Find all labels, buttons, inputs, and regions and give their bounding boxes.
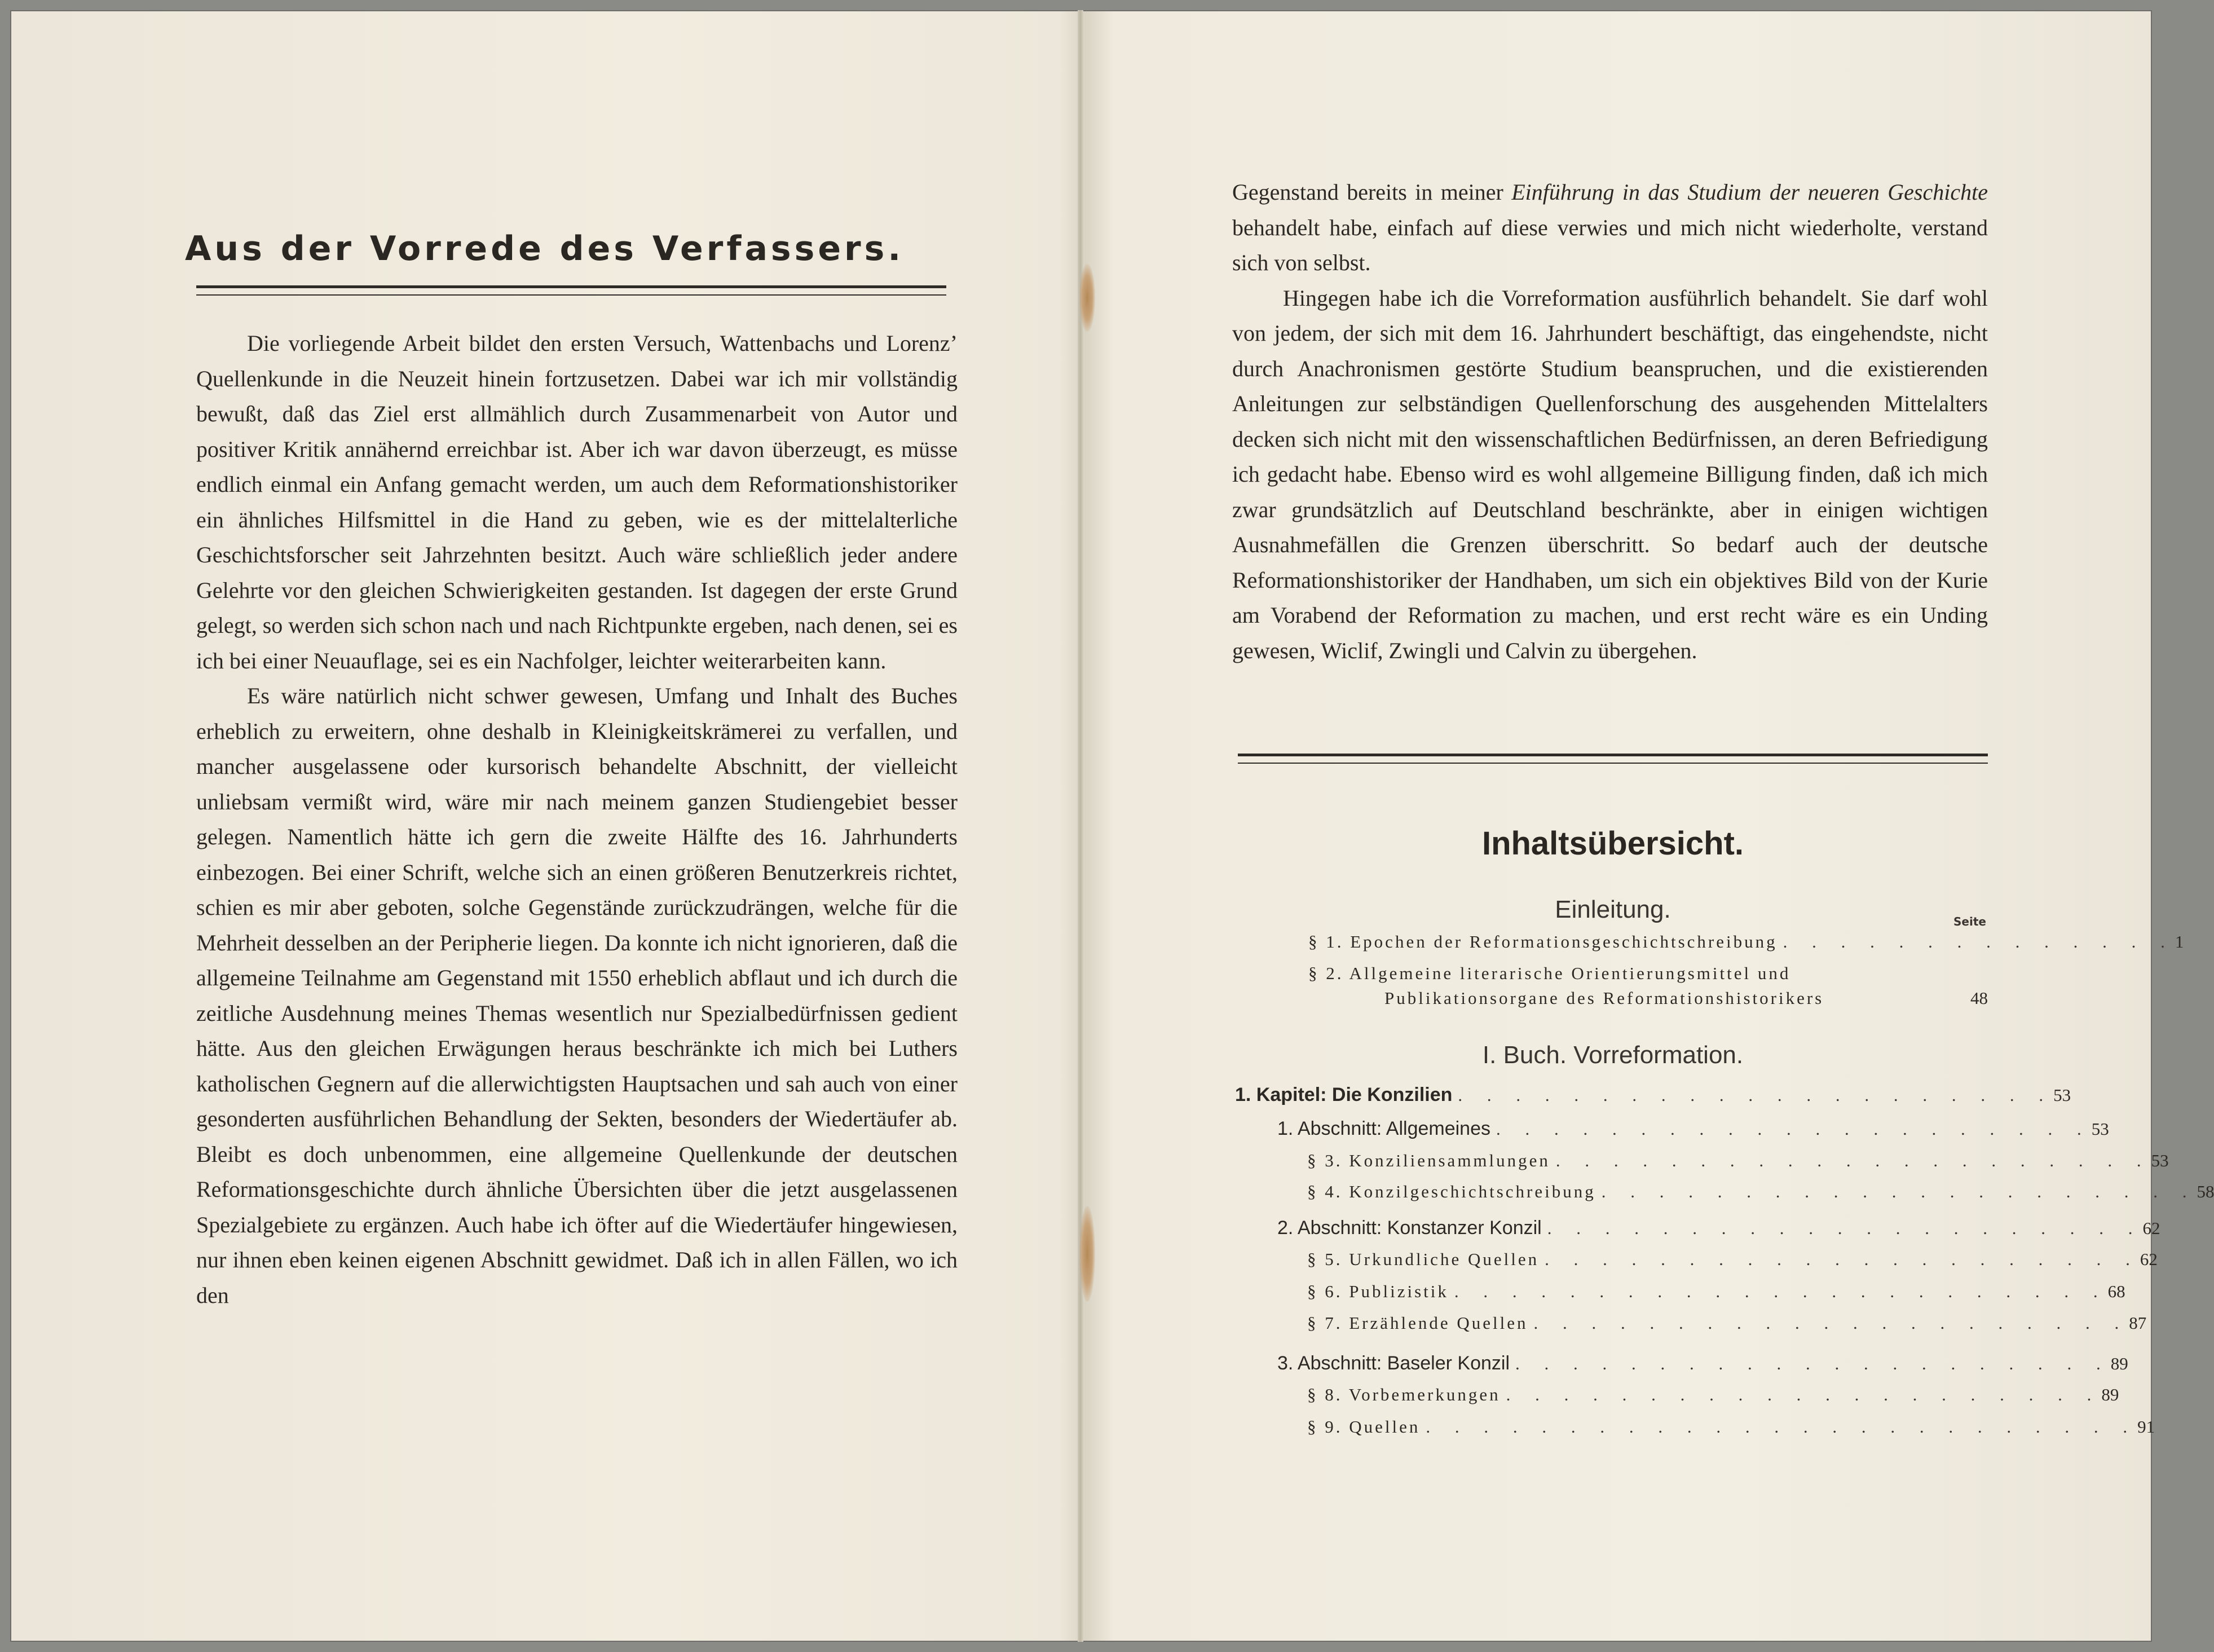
- toc-leader-dots: . . . . . . . . . . . . . .: [1783, 932, 2175, 951]
- preface-paragraph-2: Es wäre natürlich nicht schwer gewesen, Umfang und Inhalt des Buches erheblich zu erweitern, ohne deshalb in Kleinigkeitskrämerei zu verfallen, und mancher ausgelassene oder kursorisch behandelte Abschnitt, der vielleicht unliebsam vermißt wird, wäre mir nach meinem ganzen Studiengebiet besser gelegen. Namentlich hätte ich gern die zweite Hälfte des 16. Jahrhunderts einbezogen. Bei einer Schrift, welche sich an einen größeren Benutzerkreis richtet, schien es mir aber geboten, solche Gegenstände zurückzudrängen, welche für die Mehrheit desselben an der Peripherie liegen. Da konnte ich nicht ignorieren, daß die allgemeine Teilnahme am Gegenstand mit 1550 erheblich abflaut und ich durch die zeitliche Ausdehnung meines Themas wesentlich nur Spezialbedürfnissen gedient hätte. Aus den gleichen Erwägungen heraus beschränkte ich mich bei Luthers katholischen Gegnern auf die allerwichtigsten Hauptsachen und sah auch von einer gesonderten ausführlichen Behandlung der Sekten, besonders der Wiedertäufer ab. Bleibt es doch unbenommen, eine allgemeine Quellenkunde der deutschen Reformationsgeschichte durch ähnliche Übersichten über die jetzt ausgelassenen Spezialgebiete zu ergänzen. Auch habe ich öfter auf die Wiedertäufer hingewiesen, nur ihnen eben keinen eigenen Abschnitt gewidmet. Daß ich in allen Fällen, wo ich den: [196, 683, 958, 1308]
- toc-entry: [1307, 1281, 2125, 1310]
- toc-intro-heading: Einleitung.: [1555, 896, 1671, 923]
- toc-entry-page: 89: [2101, 1385, 2119, 1404]
- toc-entry-label: § 5. Urkundliche Quellen: [1307, 1249, 1540, 1269]
- toc-leader-dots: . . . . . . . . . . . . . . . . . . . . .: [1601, 1182, 2197, 1201]
- toc-leader-dots: . . . . . . . . . . . . . . . . . . . . .: [1515, 1354, 2111, 1373]
- toc-leader-dots: . . . . . . . . . . . . . . . . . . . . . . . . .: [1426, 1417, 2138, 1437]
- toc-entry-label: § 6. Publizistik: [1307, 1281, 1449, 1301]
- toc-entry-label: Publikationsorgane des Reformationshistorikers: [1384, 988, 1824, 1008]
- toc-entry-continued: [1384, 988, 1988, 1016]
- toc-leader-dots: . . . . . . . . . . . . . . . . . . . . . . .: [1454, 1281, 2108, 1301]
- toc-leader-dots: . . . . . . . . . . . . . . . . . . . . .: [1506, 1385, 2102, 1404]
- toc-leader-dots: . . . . . . . . . . . . . . . . . . . . .: [1545, 1249, 2140, 1269]
- toc-chapter-row: [1235, 1084, 2071, 1112]
- toc-entry: [1307, 1182, 2214, 1210]
- toc-leader-dots: . . . . . . . . . . . . . . . . . . . . .: [1555, 1151, 2151, 1170]
- toc-entry-label: § 7. Erzählende Quellen: [1307, 1313, 1528, 1333]
- toc-entry-page: 89: [2110, 1354, 2128, 1373]
- toc-section-row: [1277, 1118, 2109, 1146]
- toc-entry-label: § 8. Vorbemerkungen: [1307, 1385, 1501, 1404]
- preface-title: Aus der Vorrede des Verfassers.: [185, 229, 905, 268]
- toc-entry: [1308, 963, 1988, 992]
- preface-text: [196, 326, 958, 1313]
- toc-entry-label: 1. Abschnitt: Allgemeines: [1277, 1118, 1491, 1139]
- toc-entry-label: 2. Abschnitt: Konstanzer Konzil: [1277, 1217, 1542, 1239]
- toc-entry-label: 1. Kapitel: Die Konzilien: [1235, 1084, 1453, 1105]
- preface-paragraph-1: Die vorliegende Arbeit bildet den ersten Versuch, Wattenbachs und Lorenz’ Quellenkunde in die Neuzeit hinein fortzusetzen. Dabei war ich mir vollständig bewußt, daß das Ziel erst allmählich durch Zusammenarbeit von Autor und positiver Kritik annähernd erreichbar ist. Aber ich war davon überzeugt, es müsse endlich einmal ein Anfang gemacht werden, um auch dem Reformationshistoriker ein ähnliches Hilfsmittel in die Hand zu geben, wie es der mittelalterliche Geschichtsforscher seit Jahrzehnten besitzt. Auch wäre schließlich jeder andere Gelehrte vor den gleichen Schwierigkeiten gestanden. Ist dagegen der erste Grund gelegt, so werden sich schon nach und nach Richtpunkte ergeben, nach denen, sei es ich bei einer Neuauflage, sei es ein Nachfolger, leichter weiterarbeiten kann.: [196, 331, 958, 673]
- paper-stain: [1079, 1206, 1095, 1302]
- page-column-label: Seite: [1953, 915, 1986, 928]
- toc-leader-dots: . . . . . . . . . . . . . . . . . . . . .: [1496, 1119, 2092, 1139]
- continuation-lead: Gegenstand bereits in meiner: [1232, 179, 1512, 205]
- toc-book-heading: I. Buch. Vorreformation.: [1482, 1041, 1744, 1069]
- toc-entry-page: 53: [2091, 1119, 2109, 1139]
- toc-entry-label: § 4. Konzilgeschichtschreibung: [1307, 1182, 1596, 1201]
- toc-entry-label: § 3. Konziliensammlungen: [1307, 1151, 1550, 1170]
- toc-entry-page: 58: [2197, 1182, 2214, 1201]
- toc-entry-page: 1: [2175, 932, 2184, 951]
- toc-title: Inhaltsübersicht.: [1481, 825, 1744, 862]
- toc-entry-page: 53: [2053, 1085, 2071, 1105]
- toc-entry: [1308, 932, 2184, 960]
- toc-entry-page: 68: [2107, 1281, 2125, 1301]
- toc-entry-page: 48: [1970, 988, 1988, 1008]
- toc-entry-label: § 2. Allgemeine literarische Orientierungsmittel und: [1308, 963, 1791, 983]
- toc-entry: [1307, 1417, 2155, 1445]
- left-page: [10, 10, 1079, 1642]
- section-rule: [1238, 754, 1988, 764]
- book-title-italic: Einführung in das Studium der neueren Geschichte: [1511, 179, 1988, 205]
- toc-entry: [1307, 1385, 2119, 1413]
- toc-leader-dots: . . . . . . . . . . . . . . . . . . . . .: [1547, 1218, 2143, 1238]
- toc-entry-label: § 1. Epochen der Reformationsgeschichtschreibung: [1308, 932, 1778, 951]
- toc-entry-page: 87: [2129, 1313, 2147, 1333]
- title-rule: [196, 285, 946, 296]
- toc-section-row: [1277, 1353, 2128, 1381]
- toc-entry: [1307, 1151, 2169, 1179]
- toc-entry-page: 62: [2140, 1249, 2158, 1269]
- continuation-paragraph-2: Hingegen habe ich die Vorreformation ausführlich behandelt. Sie darf wohl von jedem, der sich mit dem 16. Jahrhundert beschäftigt, das eingehendste, nicht durch Anachronismen gestörte Studium beanspruchen, und die existierenden Anleitungen zur selbständigen Quellenforschung des ausgehenden Mittelalters decken sich nicht mit den wissenschaftlichen Bedürfnissen, an deren Befriedigung ich gedacht habe. Ebenso wird es wohl allgemeine Billigung finden, daß ich mich zwar grundsätzlich auf Deutschland beschränkte, aber in einigen wichtigen Ausnahmefällen die Grenzen überschritt. So bedarf auch der deutsche Reformationshistoriker der Handhaben, um sich ein objektives Bild von der Kurie am Vorabend der Reformation zu machen, und erst recht wäre es ein Unding gewesen, Wiclif, Zwingli und Calvin zu übergehen.: [1232, 285, 1988, 663]
- preface-continuation: [1232, 175, 1988, 668]
- toc-entry: [1307, 1313, 2147, 1341]
- continuation-rest: behandelt habe, einfach auf diese verwies und mich nicht wiederholte, verstand sich von selbst.: [1232, 214, 1988, 275]
- toc-leader-dots: . . . . . . . . . . . . . . . . . . . . .: [1458, 1085, 2054, 1105]
- toc-entry-page: 53: [2151, 1151, 2169, 1170]
- toc-leader-dots: . . . . . . . . . . . . . . . . . . . . .: [1533, 1313, 2129, 1333]
- toc-entry-page: 91: [2137, 1417, 2155, 1437]
- toc-entry-label: 3. Abschnitt: Baseler Konzil: [1277, 1353, 1510, 1374]
- paper-stain: [1079, 264, 1095, 332]
- toc-entry: [1307, 1249, 2158, 1277]
- toc-section-row: [1277, 1217, 2160, 1245]
- toc-entry-label: § 9. Quellen: [1307, 1417, 1421, 1437]
- toc-entry-page: 62: [2142, 1218, 2160, 1238]
- continuation-paragraph: [1232, 175, 1988, 281]
